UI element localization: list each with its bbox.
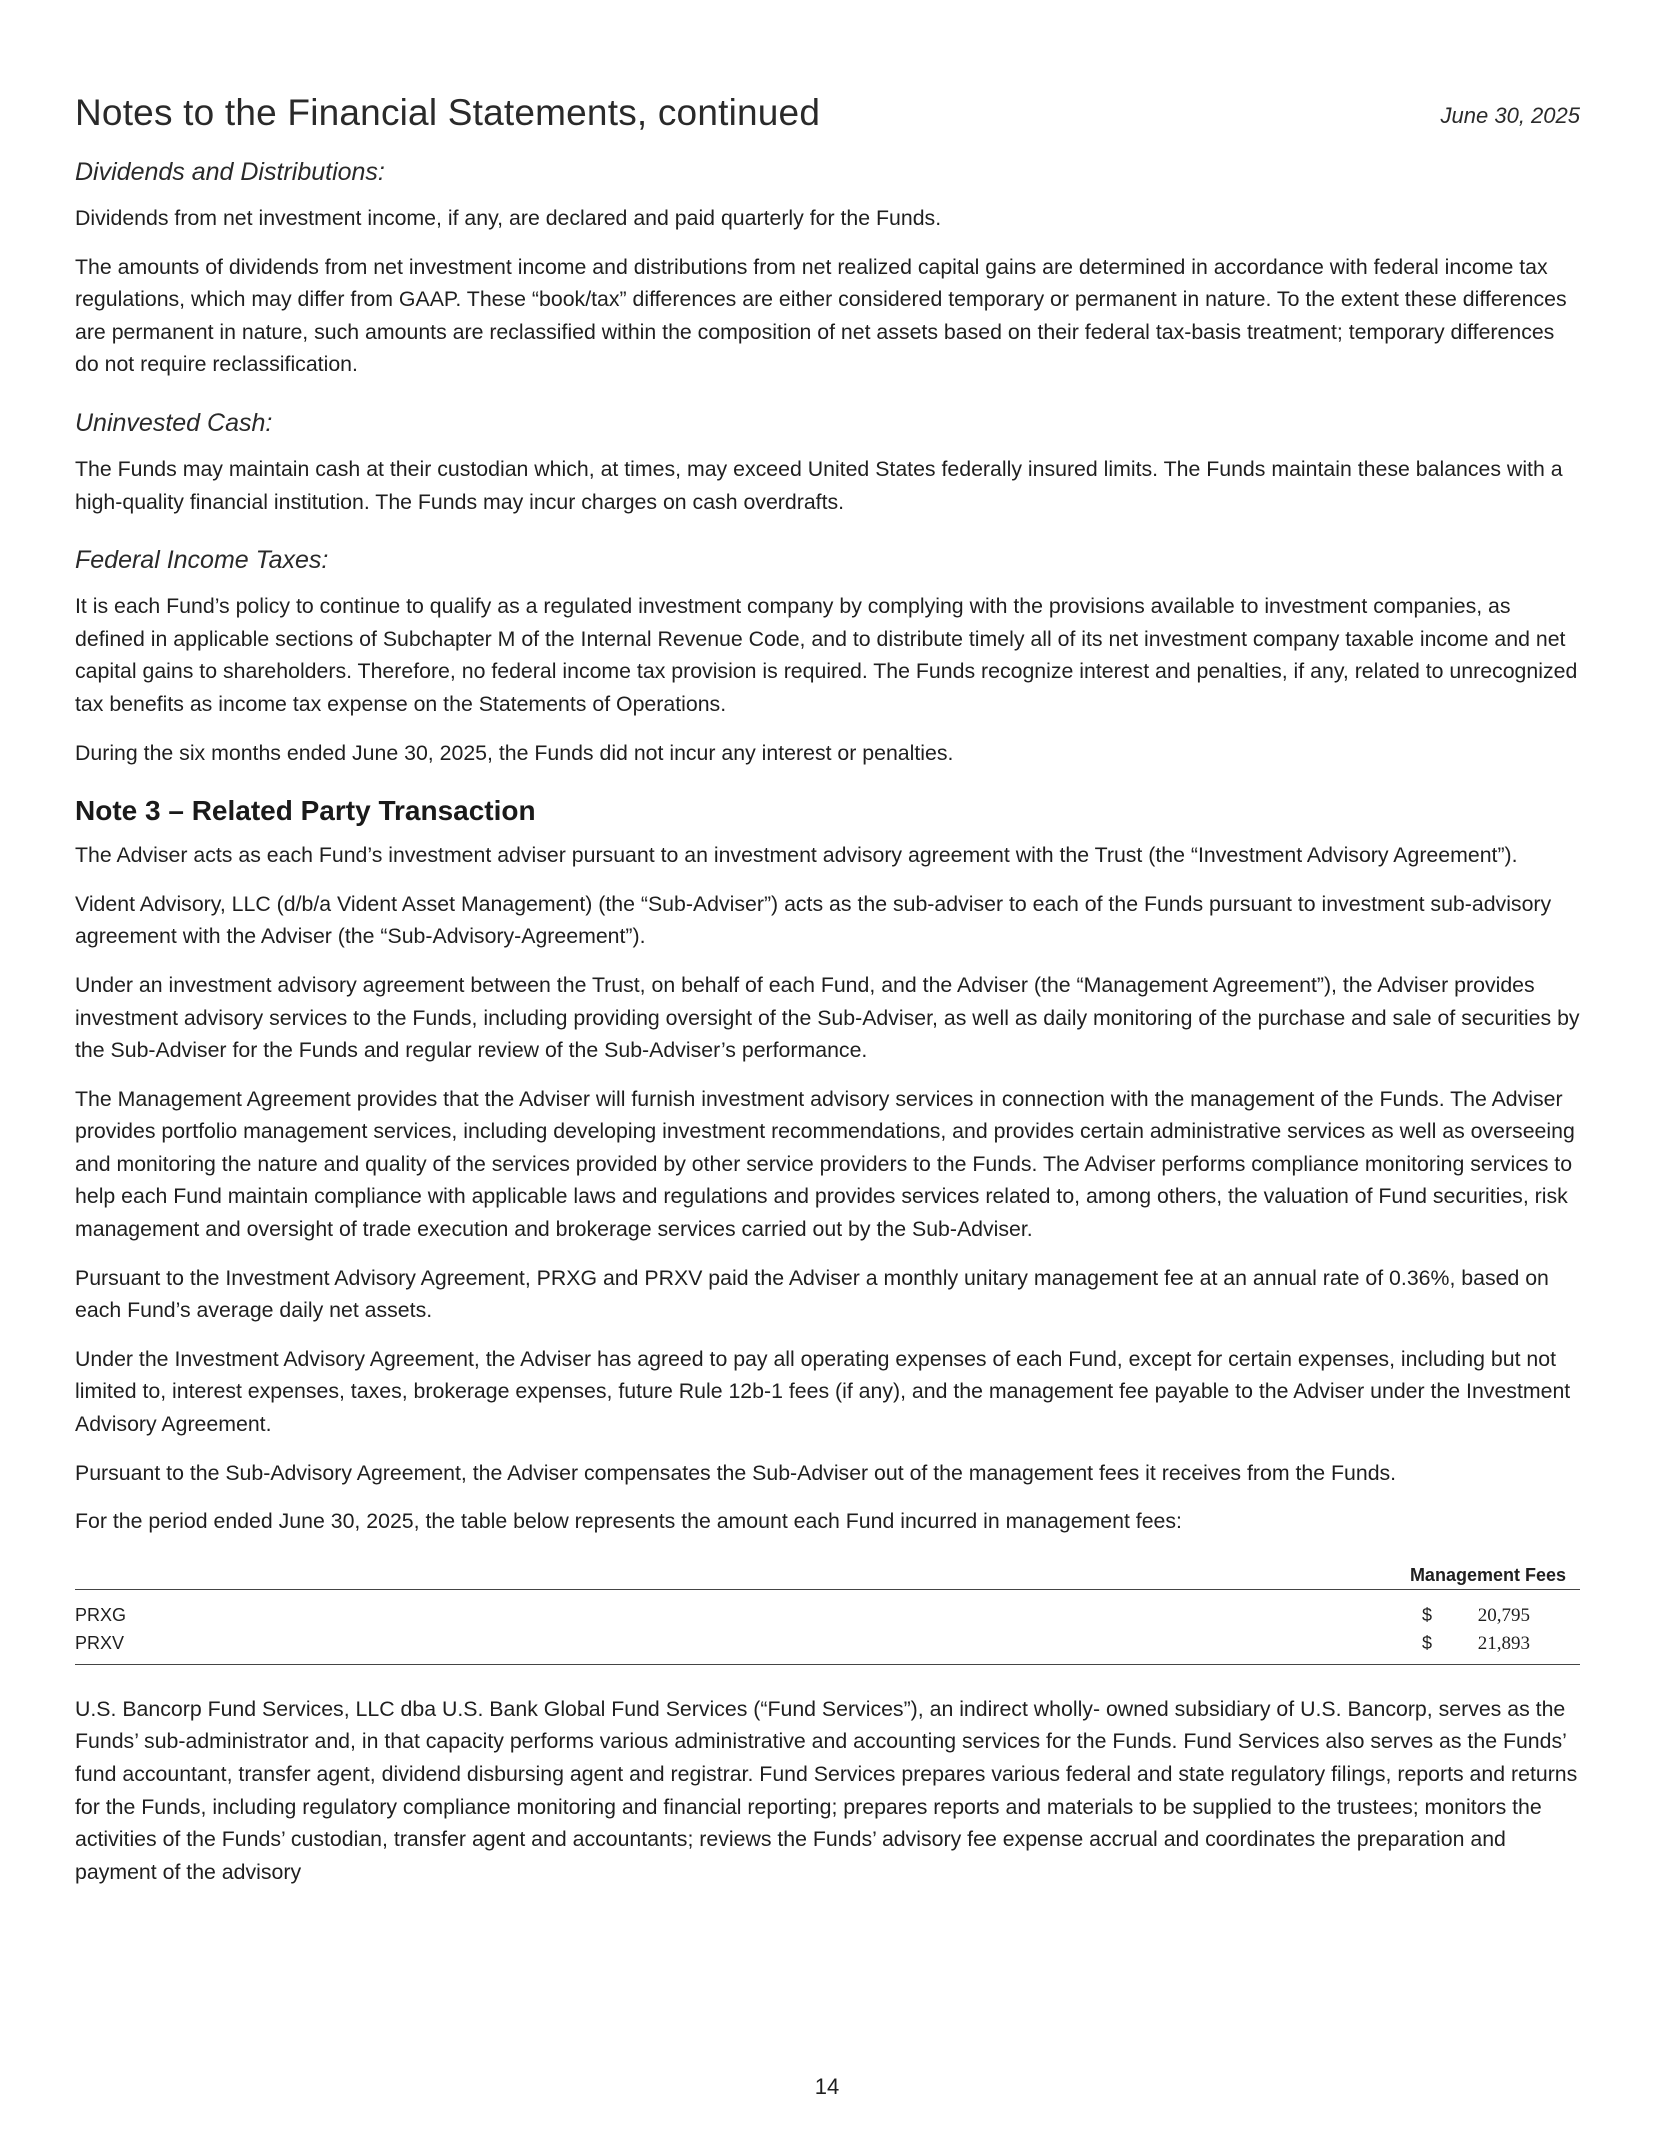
federal-taxes-heading: Federal Income Taxes:	[75, 546, 329, 575]
note-3-paragraph-1: The Adviser acts as each Fund’s investment adviser pursuant to an investment advisory agreement with the Trust (the “Investment Advisory Agreement”).	[75, 843, 1518, 868]
uninvested-cash-paragraph: The Funds may maintain cash at their custodian which, at times, may exceed United States federally insured limits. The Funds maintain these balances with a high-quality financial institution. The Funds may incur charges on cash overdrafts.	[75, 456, 1563, 514]
currency-symbol: $	[1422, 1605, 1433, 1626]
main-content	[75, 156, 1580, 1904]
management-fees-table	[75, 1558, 1580, 1665]
currency-symbol: $	[1422, 1633, 1433, 1654]
note-3-heading: Note 3 – Related Party Transaction	[75, 795, 536, 827]
note-3-paragraph-4: The Management Agreement provides that the Adviser will furnish investment advisory services in connection with the management of the Funds. The Adviser provides portfolio management services, including developing investment recommendations, and provides certain administrative services as well as overseeing and monitoring the nature and quality of the services provided by other service providers to the Funds. The Adviser performs compliance monitoring services to help each Fund maintain compliance with applicable laws and regulations and provides services related to, among others, the valuation of Fund securities, risk management and oversight of trade execution and brokerage services carried out by the Sub-Adviser.	[75, 1086, 1575, 1242]
uninvested-cash-heading: Uninvested Cash:	[75, 408, 273, 437]
fund-name: PRXG	[75, 1605, 127, 1626]
note-3-paragraph-3: Under an investment advisory agreement between the Trust, on behalf of each Fund, and the Adviser (the “Management Agreement”), the Adviser provides investment advisory services to the Funds, including providing oversight of the Sub-Adviser, as well as daily monitoring of the purchase and sale of securities by the Sub-Adviser for the Funds and regular review of the Sub-Adviser’s performance.	[75, 972, 1580, 1063]
table-body	[75, 1590, 1580, 1665]
management-fees-column-header: Management Fees	[1409, 1564, 1566, 1585]
note-3-paragraph-7: Pursuant to the Sub-Advisory Agreement, the Adviser compensates the Sub-Adviser out of the management fees it receives from the Funds.	[75, 1460, 1397, 1485]
note-3-paragraph-9: U.S. Bancorp Fund Services, LLC dba U.S. Bank Global Fund Services (“Fund Services”), an indirect wholly- owned subsidiary of U.S. Bancorp, serves as the Funds’ sub-administrator and, in that capacity performs various administrative and accounting services for the Funds. Fund Services also serves as the Funds’ fund accountant, transfer agent, dividend disbursing agent and registrar. Fund Services prepares various federal and state regulatory filings, reports and returns for the Funds, including regulatory compliance monitoring and financial reporting; prepares reports and materials to be supplied to the trustees; monitors the activities of the Funds’ custodian, transfer agent and accountants; reviews the Funds’ advisory fee expense accrual and coordinates the preparation and payment of the advisory	[75, 1696, 1578, 1884]
page-title: Notes to the Financial Statements, continued	[75, 92, 821, 133]
federal-taxes-paragraph-2: During the six months ended June 30, 2025, the Funds did not incur any interest or penalties.	[75, 740, 954, 765]
table-row	[75, 1630, 1580, 1658]
table-row	[75, 1602, 1580, 1630]
note-3-paragraph-2: Vident Advisory, LLC (d/b/a Vident Asset Management) (the “Sub-Adviser”) acts as the sub-adviser to each of the Funds pursuant to investment sub-advisory agreement with the Adviser (the “Sub-Advisory-Agreement”).	[75, 891, 1552, 949]
federal-taxes-paragraph-1: It is each Fund’s policy to continue to qualify as a regulated investment company by complying with the provisions available to investment companies, as defined in applicable sections of Subchapter M of the Internal Revenue Code, and to distribute timely all of its net investment company taxable income and net capital gains to shareholders. Therefore, no federal income tax provision is required. The Funds recognize interest and penalties, if any, related to unrecognized tax benefits as income tax expense on the Statements of Operations.	[75, 594, 1578, 716]
note-3-paragraph-6: Under the Investment Advisory Agreement, the Adviser has agreed to pay all operating expenses of each Fund, except for certain expenses, including but not limited to, interest expenses, taxes, brokerage expenses, future Rule 12b-1 fees (if any), and the management fee payable to the Adviser under the Investment Advisory Agreement.	[75, 1346, 1571, 1437]
fee-amount: 21,893	[1477, 1632, 1530, 1654]
note-3-paragraph-5: Pursuant to the Investment Advisory Agreement, PRXG and PRXV paid the Adviser a monthly unitary management fee at an annual rate of 0.36%, based on each Fund’s average daily net assets.	[75, 1265, 1549, 1323]
fund-name: PRXV	[75, 1633, 125, 1654]
table-header	[75, 1558, 1580, 1590]
report-date: June 30, 2025	[1440, 103, 1580, 128]
page-header	[75, 92, 1580, 142]
dividends-heading: Dividends and Distributions:	[75, 158, 385, 186]
page-number: 14	[814, 2074, 840, 2099]
note-3-paragraph-8: For the period ended June 30, 2025, the table below represents the amount each Fund incurred in management fees:	[75, 1509, 1182, 1534]
dividends-paragraph-2: The amounts of dividends from net investment income and distributions from net realized capital gains are determined in accordance with federal income tax regulations, which may differ from GAAP. These “book/tax” differences are either considered temporary or permanent in nature. To the extent these differences are permanent in nature, such amounts are reclassified within the composition of net assets based on their federal tax-basis treatment; temporary differences do not require reclassification.	[75, 254, 1567, 377]
fee-amount: 20,795	[1477, 1604, 1530, 1626]
dividends-paragraph-1: Dividends from net investment income, if any, are declared and paid quarterly for the Funds.	[75, 206, 942, 230]
